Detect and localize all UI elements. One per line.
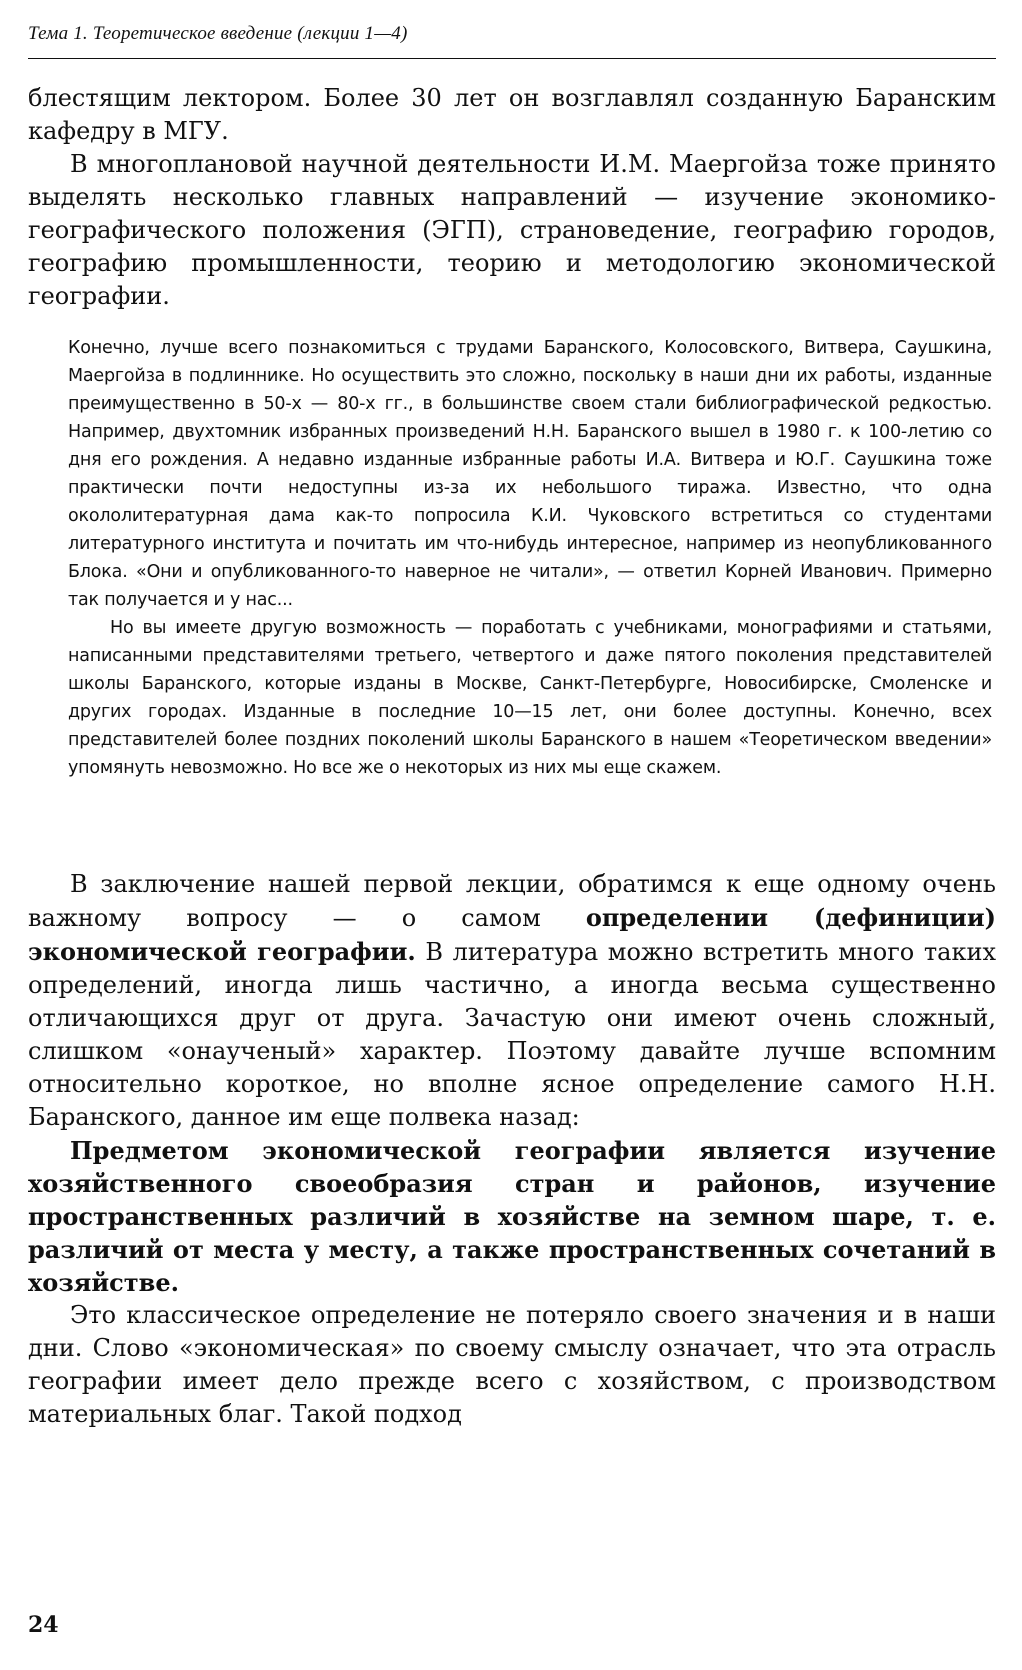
- paragraph-conclusion-start: В заключение нашей первой лекции, обратимся к еще одному очень важному вопросу — о самом: [28, 870, 996, 932]
- page-number: 24: [28, 1612, 59, 1638]
- definition-term: определении (дефиниции) экономической географии.: [28, 903, 996, 966]
- running-header: Тема 1. Теоретическое введение (лекции 1—4): [28, 23, 408, 44]
- paragraph-conclusion-end: В литература можно встретить много таких определений, иногда лишь частично, а иногда весьма существенно отличающихся друг от друга. Зачастую они имеют очень сложный, слишком «онаученый» характер. Поэтому давайте лучше вспомним относительно короткое, но вполне ясное определение самого Н.Н. Баранского, данное им еще полвека назад:: [28, 938, 997, 1131]
- paragraph-maergoiz: В многоплановой научной деятельности И.М. Маергойза тоже принято выделять несколько главных направлений — изучение экономико-географического положения (ЭГП), страноведение, географию городов, географию промышленности, теорию и методологию экономической географии.: [28, 150, 996, 310]
- paragraph-continuation: блестящим лектором. Более 30 лет он возглавлял созданную Баранским кафедру в МГУ.: [28, 84, 996, 145]
- paragraph-conclusion: [28, 868, 996, 1134]
- paragraph-classic-definition: Это классическое определение не потеряло своего значения и в наши дни. Слово «экономическая» по своему смыслу означает, что эта отрасль географии имеет дело прежде всего с хозяйством, с производством материальных благ. Такой подход: [28, 1301, 996, 1428]
- main-text-top: [28, 82, 996, 313]
- small-paragraph-originals: Конечно, лучше всего познакомиться с трудами Баранского, Колосовского, Витвера, Саушкина, Маергойза в подлиннике. Но осуществить это сложно, поскольку в наши дни их работы, изданные преимущественно в 50-х — 80-х гг., в большинстве своем стали библиографической редкостью. Например, двухтомник избранных произведений Н.Н. Баранского вышел в 1980 г. к 100-летию со дня его рождения. А недавно изданные избранные работы И.А. Витвера и Ю.Г. Саушкина тоже практически почти недоступны из-за их небольшого тиража. Известно, что одна окололитературная дама как-то попросила К.И. Чуковского встретиться со студентами литературного института и почитать им что-нибудь интересное, например из неопубликованного Блока. «Они и опубликованного-то наверное не читали», — ответил Корней Иванович. Примерно так получается и у нас...: [68, 338, 992, 610]
- main-text-bottom: [28, 868, 996, 1431]
- definition-quote: Предметом экономической географии является изучение хозяйственного своеобразия стран и районов, изучение пространственных различий в хозяйстве на земном шаре, т. е. различий от места у месту, а также пространственных сочетаний в хозяйстве.: [28, 1136, 996, 1297]
- header-rule: [28, 58, 996, 59]
- small-paragraph-textbooks: Но вы имеете другую возможность — поработать с учебниками, монографиями и статьями, написанными представителями третьего, четвертого и даже пятого поколения представителей школы Баранского, которые изданы в Москве, Санкт-Петербурге, Новосибирске, Смоленске и других городах. Изданные в последние 10—15 лет, они более доступны. Конечно, всех представителей более поздних поколений школы Баранского в нашем «Теоретическом введении» упомянуть невозможно. Но все же о некоторых из них мы еще скажем.: [68, 618, 992, 778]
- small-print-block: [68, 334, 992, 782]
